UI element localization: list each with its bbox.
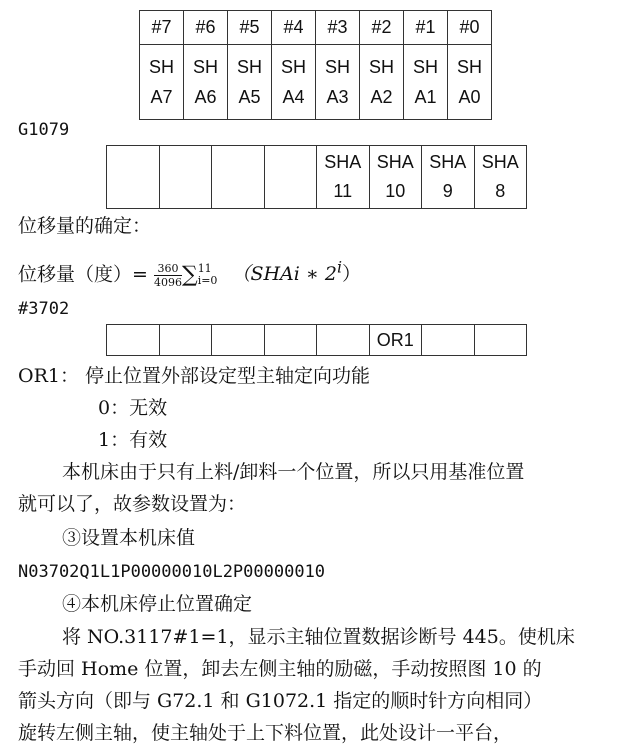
label-g1079: G1079 [18,120,70,140]
label-3702: #3702 [18,299,70,319]
sum-limits [198,263,218,287]
bit-cell [212,325,265,356]
paragraph-2-line-1: 将 NO.3117#1=1，显示主轴位置数据诊断号 445。使机床 [62,626,575,648]
step-3-heading: ③设置本机床值 [62,527,196,549]
bit-value-row [107,325,527,356]
bit-cell-empty [107,146,160,209]
paragraph-2-line-3: 箭头方向（即与 G72.1 和 G1072.1 指定的顺时针方向相同） [18,690,543,712]
bit-header: #0 [448,11,492,45]
or1-description: OR1： 停止位置外部设定型主轴定向功能 [18,365,371,387]
heading-displacement: 位移量的确定： [18,215,152,237]
formula-lhs: 位移量（度）= [18,263,148,286]
bit-value-row [107,146,527,209]
bit-cell [107,325,160,356]
bit-table-g1078 [139,10,492,120]
bit-cell: SH A2 [360,45,404,120]
bit-header-row [140,11,492,45]
bit-cell: SHA 9 [422,146,475,209]
bit-cell: SH A3 [316,45,360,120]
bit-cell: SH A6 [184,45,228,120]
bit-cell: SHA 11 [317,146,370,209]
bit-table-3702 [106,324,527,356]
formula-numerator: 360 [154,262,182,276]
bit-header: #3 [316,11,360,45]
bit-cell: SH A5 [228,45,272,120]
bit-cell: OR1 [369,325,422,356]
bit-cell [159,325,212,356]
sum-lower: i=0 [197,274,218,288]
sum-upper: 11 [197,262,212,276]
bit-header: #4 [272,11,316,45]
formula-denominator: 4096 [153,275,182,289]
sum-symbol: ∑ [181,262,198,288]
bit-cell-empty [159,146,212,209]
bit-header: #6 [184,11,228,45]
bit-value-row [140,45,492,120]
paragraph-1-line-1: 本机床由于只有上料/卸料一个位置，所以只用基准位置 [62,461,525,483]
bit-cell: SH A0 [448,45,492,120]
bit-cell: SH A4 [272,45,316,120]
bit-cell [317,325,370,356]
bit-cell: SHA 8 [474,146,527,209]
bit-cell: SH A7 [140,45,184,120]
paragraph-2-line-2: 手动回 Home 位置，卸去左侧主轴的励磁，手动按照图 10 的 [18,658,542,680]
step-4-heading: ④本机床停止位置确定 [62,593,253,615]
bit-cell-empty [264,146,317,209]
bit-header: #2 [360,11,404,45]
formula-exponent: i [336,258,342,277]
bit-header: #5 [228,11,272,45]
bit-table-g1079 [106,145,527,209]
formula-body [231,258,362,286]
formula-fraction [154,262,182,289]
parameter-code: N03702Q1L1P00000010L2P00000010 [18,562,326,582]
option-1: 1：有效 [98,429,168,451]
bit-header: #1 [404,11,448,45]
bit-cell: SHA 10 [369,146,422,209]
formula-term: （SHAi ∗ 2 [231,263,337,286]
option-0: 0：无效 [98,397,168,419]
bit-cell: SH A1 [404,45,448,120]
bit-cell [264,325,317,356]
displacement-formula [18,252,361,291]
bit-cell [474,325,527,356]
paragraph-2-line-4: 旋转左侧主轴，使主轴处于上下料位置，此处设计一平台， [18,722,513,744]
bit-header: #7 [140,11,184,45]
paragraph-1-line-2: 就可以了，故参数设置为： [18,493,247,515]
bit-cell [422,325,475,356]
bit-cell-empty [212,146,265,209]
formula-close: ） [342,263,362,286]
